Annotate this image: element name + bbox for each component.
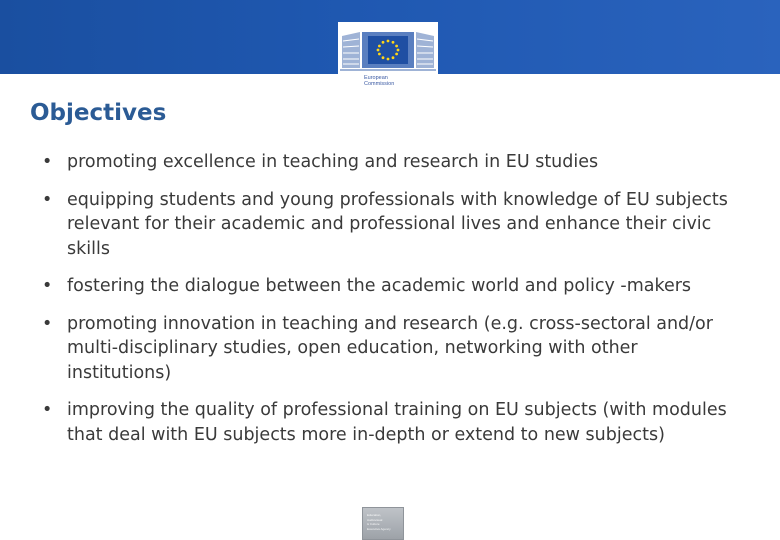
list-item-text: promoting innovation in teaching and research (e.g. cross-sectoral and/or multi-disciplinary studies, open education, networking with other institutions) xyxy=(67,313,713,383)
list-item xyxy=(42,150,742,175)
ec-logo-text-line: European xyxy=(364,75,388,81)
eacea-logo-text-line: & Culture xyxy=(367,522,380,526)
bullet-dot-icon: • xyxy=(42,276,53,296)
slide-title: Objectives xyxy=(30,100,167,126)
list-item-text: equipping students and young professionals with knowledge of EU subjects relevant for their academic and professional lives and enhance their civic skills xyxy=(67,189,728,259)
bullet-dot-icon: • xyxy=(42,400,53,420)
ec-logo-text xyxy=(364,75,394,87)
eacea-logo-text-line: Education, xyxy=(367,513,382,517)
list-item xyxy=(42,398,742,447)
bullet-dot-icon: • xyxy=(42,152,53,172)
eacea-logo-text-line: Executive Agency xyxy=(367,526,391,531)
list-item xyxy=(42,312,742,386)
european-commission-logo-icon xyxy=(338,22,438,94)
eacea-logo-text-line: Audiovisual xyxy=(367,517,383,522)
list-item xyxy=(42,274,742,299)
list-item-text: improving the quality of professional training on EU subjects (with modules that deal with EU subjects more in-depth or extend to new subjects) xyxy=(67,400,727,445)
bullet-dot-icon: • xyxy=(42,313,53,334)
ec-logo-text-line: Commission xyxy=(364,81,395,87)
bullet-dot-icon: • xyxy=(42,189,53,210)
eacea-logo-icon xyxy=(362,507,404,540)
berlaymont-building-icon xyxy=(338,22,438,74)
eacea-logo-text xyxy=(367,513,391,531)
objectives-list xyxy=(42,150,742,460)
list-item-text: promoting excellence in teaching and research in EU studies xyxy=(67,152,599,172)
list-item xyxy=(42,188,742,262)
list-item-text: fostering the dialogue between the academic world and policy -makers xyxy=(67,276,692,296)
